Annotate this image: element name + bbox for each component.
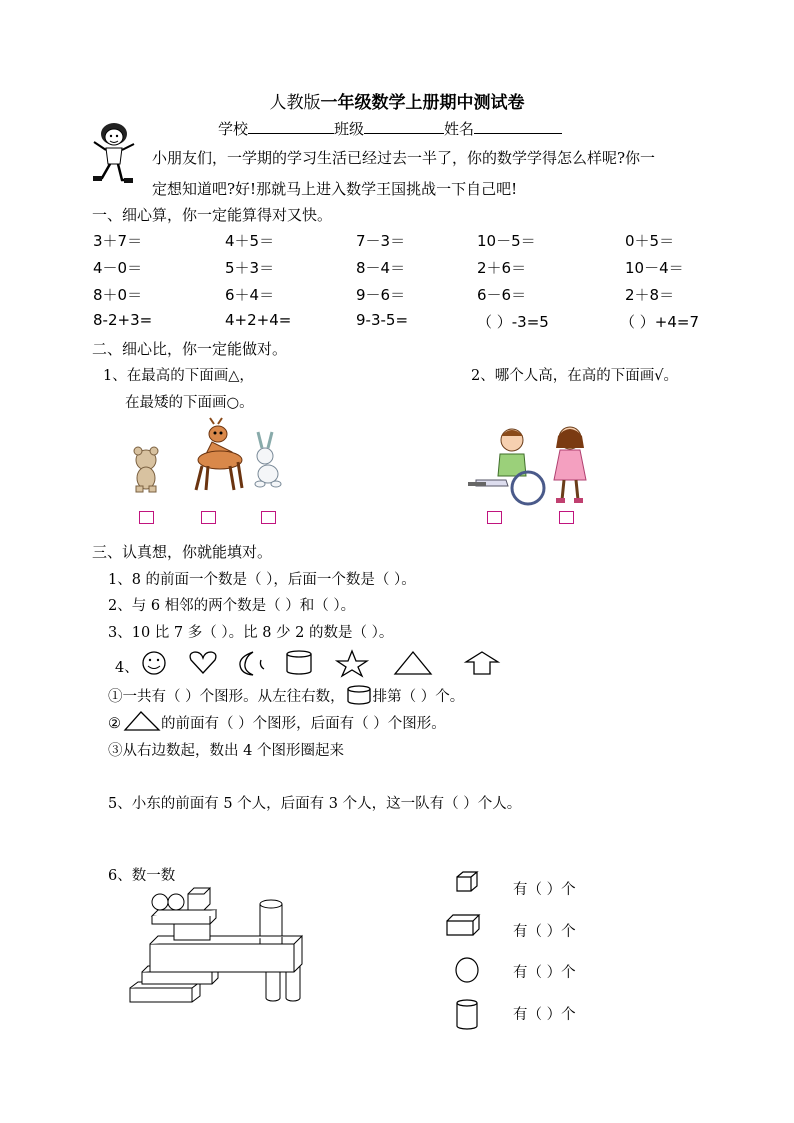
blocks-figure: [128, 890, 313, 1008]
calc-item[interactable]: 10－4＝: [625, 259, 684, 277]
section-3-heading: 三、认真想，你就能填对。: [92, 543, 273, 561]
calc-item[interactable]: 10－5＝: [477, 232, 536, 250]
page-title: [0, 88, 794, 113]
name-label: 姓名: [444, 120, 475, 138]
q3-6-text: 6、数一数: [108, 868, 176, 884]
calc-item[interactable]: 8－4＝: [356, 259, 406, 277]
calc-item[interactable]: 6－6＝: [477, 286, 527, 304]
animals-illustration: [122, 418, 298, 498]
calc-item[interactable]: 4－0＝: [93, 259, 143, 277]
calc-item[interactable]: 8＋0＝: [93, 286, 143, 304]
calc-item[interactable]: 2＋6＝: [477, 259, 527, 277]
bear-icon: [134, 447, 158, 492]
answer-box-rabbit[interactable]: [261, 511, 276, 524]
calc-item[interactable]: 9-3-5=: [356, 311, 409, 329]
smiley-icon: [143, 652, 165, 674]
section-1-heading: 一、细心算，你一定能算得对又快。: [92, 206, 333, 224]
answer-box-deer[interactable]: [201, 511, 216, 524]
calc-item[interactable]: 6＋4＝: [225, 286, 275, 304]
cartoon-kid-illustration: [88, 118, 140, 186]
kids-illustration: [466, 424, 606, 508]
q2-1-line-2: 在最矮的下面画○。: [125, 395, 254, 411]
q2-2-text: 2、哪个人高，在高的下面画√。: [471, 368, 678, 384]
class-label: 班级: [334, 120, 365, 138]
q3-4-a: [108, 685, 464, 708]
triangle-icon: [395, 652, 431, 674]
title-main: 一年级数学上册期中测试卷: [320, 93, 525, 113]
answer-box-bear[interactable]: [139, 511, 154, 524]
calc-item[interactable]: 2＋8＝: [625, 286, 675, 304]
sphere-icon: [454, 956, 480, 984]
intro-line-1: 小朋友们，一学期的学习生活已经过去一半了，你的数学学得怎么样呢?你一: [152, 149, 656, 167]
arrow-up-icon: [466, 652, 498, 674]
name-field[interactable]: [474, 119, 562, 134]
calc-item[interactable]: 0＋5＝: [625, 232, 675, 250]
q3-1-text: 1、8 的前面一个数是（ ），后面一个数是（ ）。: [108, 572, 416, 588]
answer-box-boy[interactable]: [487, 511, 502, 524]
heart-icon: [190, 652, 216, 673]
cube-icon: [454, 870, 480, 894]
school-field[interactable]: [248, 119, 334, 134]
count-row-cuboid[interactable]: 有（ ）个: [513, 924, 576, 940]
answer-box-girl[interactable]: [559, 511, 574, 524]
cylinder-icon: [454, 998, 480, 1032]
calc-item[interactable]: 7－3＝: [356, 232, 406, 250]
cuboid-icon: [444, 912, 482, 938]
calc-item[interactable]: （ ）+4=7: [620, 313, 699, 331]
q2-1-line-1: 1、在最高的下面画△，: [103, 368, 254, 384]
school-label: 学校: [218, 120, 249, 138]
q3-5-text: 5、小东的前面有 5 个人，后面有 3 个人，这一队有（ ）个人。: [108, 796, 522, 812]
q3-2-text: 2、与 6 相邻的两个数是（ ）和（ ）。: [108, 598, 356, 614]
title-prefix: 人教版: [269, 93, 321, 113]
rabbit-icon: [255, 432, 281, 487]
count-row-sphere[interactable]: 有（ ）个: [513, 965, 576, 981]
crescent-moon-icon: [240, 652, 264, 675]
intro-line-2: 定想知道吧?好!那就马上进入数学王国挑战一下自己吧!: [152, 180, 518, 198]
section-2-heading: 二、细心比，你一定能做对。: [92, 340, 288, 358]
calc-item[interactable]: 4+2+4=: [225, 311, 292, 329]
q3-4-a-text-1: ①一共有（ ）个图形。从左往右数，: [108, 689, 345, 705]
student-info-line: [218, 118, 562, 139]
deer-icon: [196, 418, 242, 490]
girl-icon: [554, 427, 586, 503]
q3-4-b-label: ②: [108, 716, 121, 732]
triangle-icon: [121, 710, 161, 732]
q3-4-label: 4、: [115, 660, 139, 676]
q3-4-a-text-2: 排第（ ）个。: [372, 689, 465, 705]
shape-row: [140, 648, 510, 678]
calc-item[interactable]: 4＋5＝: [225, 232, 275, 250]
calc-item[interactable]: （ ）-3=5: [477, 313, 549, 331]
count-row-cube[interactable]: 有（ ）个: [513, 882, 576, 898]
q3-4-b: [108, 712, 446, 735]
boy-in-wheelchair-icon: [468, 429, 544, 504]
calc-item[interactable]: 9－6＝: [356, 286, 406, 304]
class-field[interactable]: [364, 119, 444, 134]
q3-4-b-text: 的前面有（ ）个图形，后面有（ ）个图形。: [161, 716, 446, 732]
star-icon: [337, 651, 367, 676]
count-row-cylinder[interactable]: 有（ ）个: [513, 1007, 576, 1023]
calc-item[interactable]: 8-2+3=: [93, 311, 153, 329]
cylinder-icon: [287, 651, 311, 674]
q3-3-text: 3、10 比 7 多（ ）。比 8 少 2 的数是（ ）。: [108, 625, 394, 641]
calc-item[interactable]: 3＋7＝: [93, 232, 143, 250]
q3-4-c-text: ③从右边数起，数出 4 个图形圈起来: [108, 743, 344, 759]
calc-item[interactable]: 5＋3＝: [225, 259, 275, 277]
cylinder-icon: [345, 684, 373, 706]
